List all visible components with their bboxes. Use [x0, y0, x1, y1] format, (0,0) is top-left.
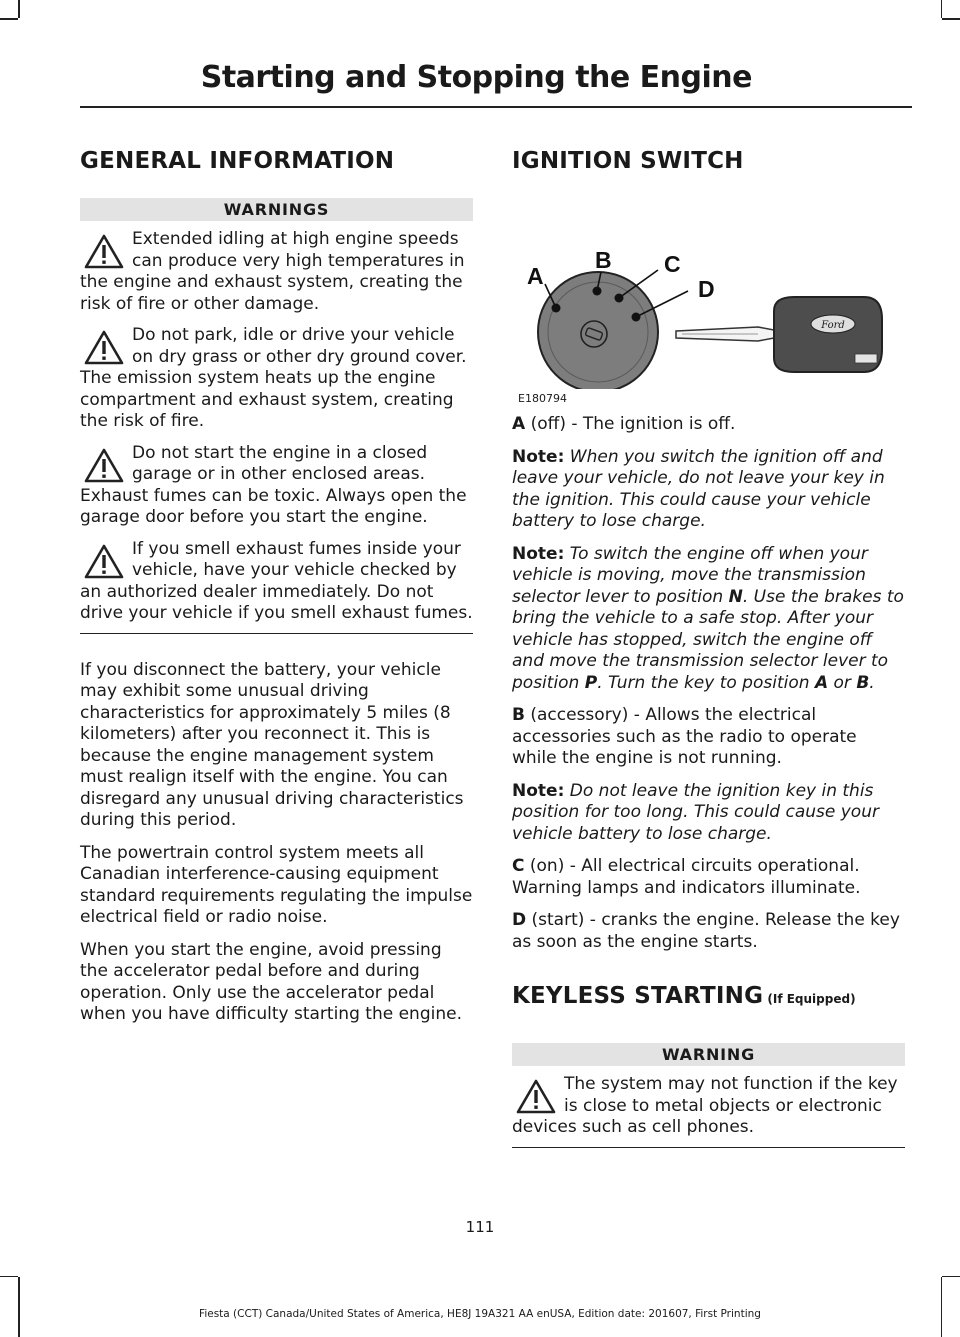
note-position-letter: A	[814, 672, 829, 693]
footer-edition-text: Fiesta (CCT) Canada/United States of America, HE8J 19A321 AA enUSA, Edition date: 201607, First Printing	[199, 1308, 761, 1320]
warning-item	[80, 443, 473, 529]
body-paragraph: When you start the engine, avoid pressing the accelerator pedal before and during operation. Only use the accelerator pedal when you have difficulty starting the engine.	[80, 939, 462, 1024]
position-b-label: B	[512, 705, 525, 725]
keyless-heading-text: KEYLESS STARTING	[512, 983, 764, 1009]
figure-code: E180794	[518, 392, 567, 405]
position-a-label: A	[512, 414, 526, 434]
note-label: Note:	[512, 780, 565, 801]
warning-text: If you smell exhaust fumes inside your vehicle, have your vehicle checked by an authorized dealer immediately. Do not drive your vehicle if you smell exhaust fumes.	[80, 538, 473, 623]
crop-mark	[942, 18, 960, 20]
keyless-heading-suffix: (If Equipped)	[763, 992, 856, 1006]
position-label-c: C	[664, 251, 681, 277]
position-d-label: D	[512, 910, 527, 930]
crop-mark	[941, 0, 943, 18]
note-paragraph	[512, 781, 905, 846]
position-c-label: C	[512, 856, 525, 876]
note-paragraph	[512, 447, 905, 533]
warning-text: Do not start the engine in a closed garage or in other enclosed areas. Exhaust fumes can be toxic. Always open the garage door before you start the engine.	[80, 442, 467, 527]
warning-triangle-icon	[80, 541, 128, 581]
note-text-part: . Use the brakes to bring the vehicle to a safe stop. After your vehicle has stopped, switch the engine off and move the transmission selector lever to position	[512, 586, 904, 693]
crop-mark	[18, 0, 20, 18]
note-position-letter: N	[728, 586, 743, 607]
page-title: Starting and Stopping the Engine	[200, 60, 752, 95]
position-a-text: (off) - The ignition is off.	[525, 414, 736, 434]
note-label: Note:	[512, 446, 565, 467]
left-column	[80, 148, 473, 1037]
warning-heading: WARNING	[512, 1043, 905, 1066]
warning-item	[512, 1074, 905, 1148]
warning-triangle-icon	[80, 327, 128, 367]
warning-triangle-icon	[80, 231, 128, 271]
position-d-text: (start) - cranks the engine. Release the key as soon as the engine starts.	[512, 910, 900, 952]
note-text-part: .	[869, 672, 875, 693]
warning-triangle-icon	[80, 445, 128, 485]
position-b-text: (accessory) - Allows the electrical accessories such as the radio to operate while the engine is not running.	[512, 705, 857, 768]
position-label-d: D	[698, 276, 715, 302]
warning-item	[80, 229, 473, 315]
position-a-description	[512, 414, 905, 436]
crop-mark	[941, 1277, 943, 1337]
warning-text: The system may not function if the key is close to metal objects or electronic devices such as cell phones.	[512, 1074, 898, 1137]
section-heading-keyless	[512, 983, 905, 1009]
warning-text: Extended idling at high engine speeds can produce very high temperatures in the engine and exhaust system, creating the risk of fire or other damage.	[80, 229, 465, 314]
note-text: Do not leave the ignition key in this position for too long. This could cause your vehicle battery to lose charge.	[512, 780, 879, 844]
position-d-description	[512, 910, 905, 953]
note-paragraph	[512, 544, 905, 695]
note-position-letter: B	[856, 672, 870, 693]
warning-item	[80, 539, 473, 634]
page-number: 111	[465, 1218, 495, 1236]
note-position-letter: P	[584, 672, 598, 693]
ignition-key-illustration	[512, 184, 905, 389]
position-c-description	[512, 856, 905, 899]
crop-mark	[942, 1276, 960, 1278]
ignition-switch-figure	[512, 184, 905, 410]
warning-item	[80, 325, 473, 433]
note-text-part: . Turn the key to position	[597, 672, 815, 693]
warnings-heading: WARNINGS	[80, 198, 473, 221]
position-label-b: B	[595, 247, 612, 273]
note-text: When you switch the ignition off and leave your vehicle, do not leave your key in the ignition. This could cause your vehicle battery to lose charge.	[512, 446, 885, 531]
body-paragraph: The powertrain control system meets all Canadian interference-causing equipment standard requirements regulating the impulse electrical field or radio noise.	[80, 842, 473, 927]
body-paragraph: If you disconnect the battery, your vehicle may exhibit some unusual driving characteristics for approximately 5 miles (8 kilometers) after you reconnect it. This is because the engine management system must realign itself with the engine. You can disregard any unusual driving characteristics during this period.	[80, 659, 464, 830]
ford-logo-text: Ford	[821, 320, 845, 331]
crop-mark	[0, 1276, 18, 1278]
section-heading-general: GENERAL INFORMATION	[80, 148, 395, 174]
right-column	[512, 148, 905, 1174]
crop-mark	[0, 18, 18, 20]
warning-text: Do not park, idle or drive your vehicle on dry grass or other dry ground cover. The emission system heats up the engine compartment and exhaust system, creating the risk of fire.	[80, 325, 467, 431]
section-heading-ignition: IGNITION SWITCH	[512, 148, 744, 174]
note-text-part: or	[828, 672, 857, 693]
position-c-text: (on) - All electrical circuits operational. Warning lamps and indicators illuminate.	[512, 856, 861, 898]
position-label-a: A	[527, 263, 544, 289]
header-rule	[80, 106, 912, 108]
note-label: Note:	[512, 543, 565, 564]
note-text-part: To switch the engine off when your vehicle is moving, move the transmission selector lever to position	[512, 543, 868, 607]
crop-mark	[18, 1277, 20, 1337]
warning-triangle-icon	[512, 1076, 560, 1116]
position-b-description	[512, 705, 905, 770]
